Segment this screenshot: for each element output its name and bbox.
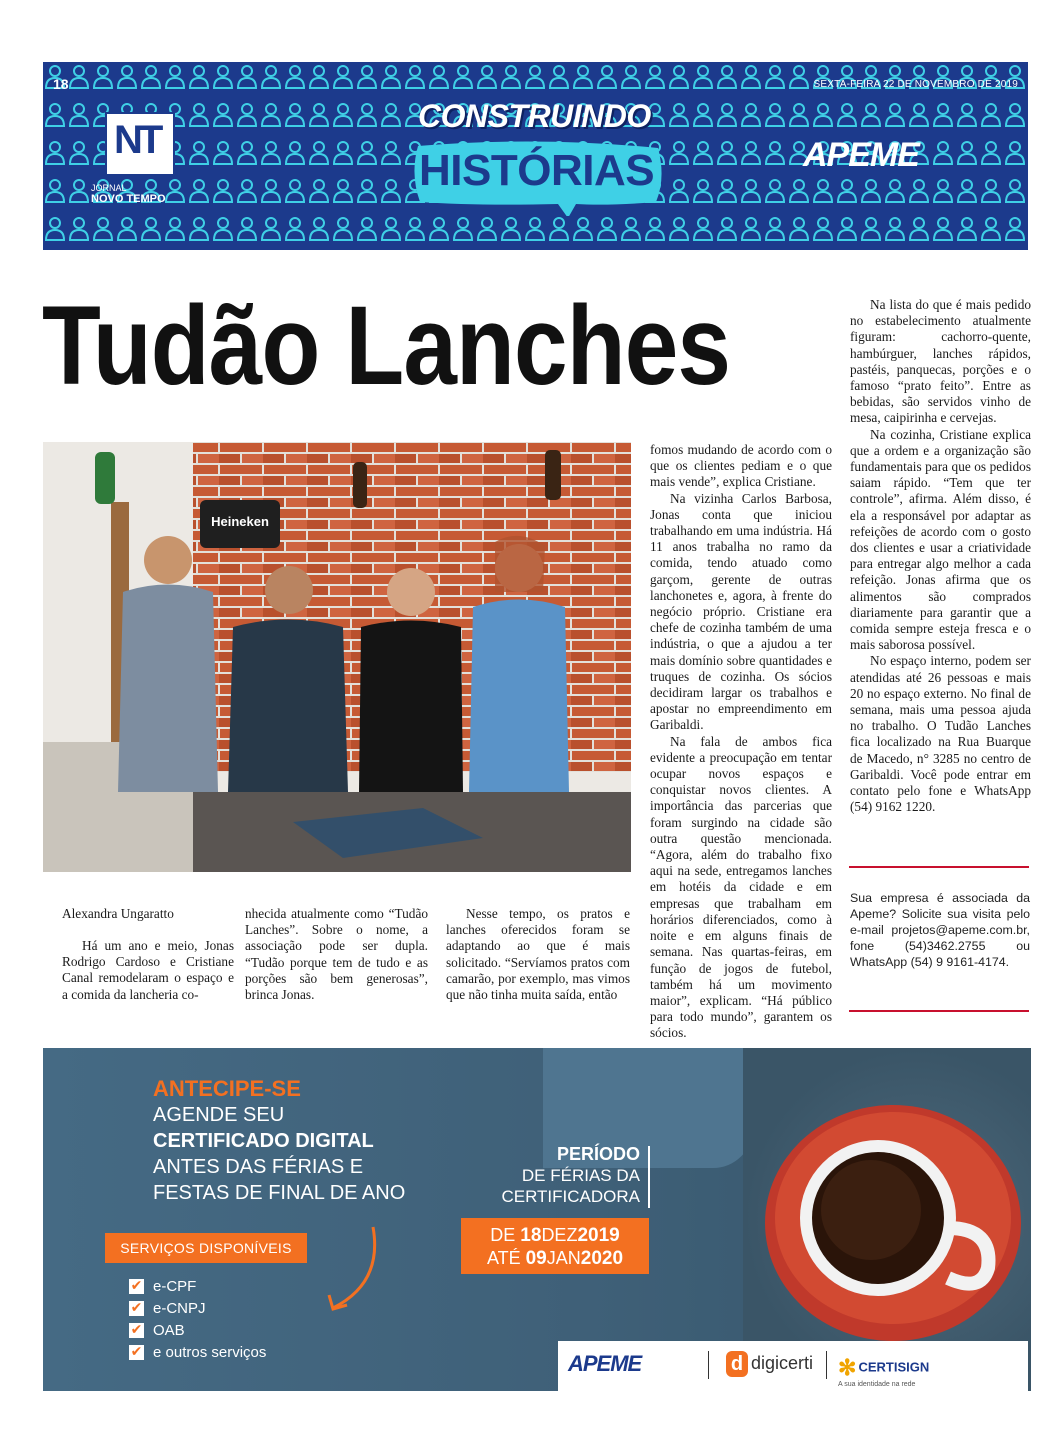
sponsor-logos-bar [558, 1341, 1028, 1391]
paragraph: Nesse tempo, os pratos e lanches oferecidos foram se adaptando ao que é mais solicitado. “Servíamos pratos com camarão, por exemplo, mas vimos que não tinha muita saída, então [446, 906, 630, 1003]
apeme-logo: APEME [803, 136, 919, 174]
certisign-star-icon: ✻ [838, 1355, 857, 1380]
article-photo [43, 442, 631, 872]
sidebar-top-rule [849, 866, 1029, 868]
services-list [129, 1276, 266, 1364]
service-item: ✔ e-CPF [130, 1278, 197, 1295]
apeme-contact-box: Sua empresa é associada da Apeme? Solicite sua visita pelo e-mail projetos@apeme.com.br, fone (54)3462.2755 ou WhatsApp (54) 9 9161-4174. [850, 891, 1030, 969]
ad-line-5: FESTAS DE FINAL DE ANO [153, 1182, 406, 1204]
article-column-1 [62, 938, 234, 1003]
ad-headline: ANTECIPE-SE [153, 1076, 301, 1101]
article-byline: Alexandra Ungaratto [62, 906, 174, 921]
ad-line-4: ANTES DAS FÉRIAS E [153, 1156, 364, 1178]
paragraph: Na lista do que é mais pedido no estabelecimento atualmente figuram: cachorro-quente, hambúrguer, lanches rápidos, pastéis, panquecas, porções e o famoso “prato feito”. Entre as bebidas, são servidos vinho de mesa, caipirinha e cervejas. [850, 297, 1031, 426]
section-title-line1: CONSTRUINDO [418, 98, 651, 134]
period-title: PERÍODO [556, 1144, 640, 1164]
service-item: ✔ e outros serviços [130, 1344, 267, 1361]
period-dates: DE 18DEZ2019 ATÉ 09JAN2020 [461, 1218, 649, 1274]
section-header-banner [43, 62, 1028, 250]
newspaper-name-main: NOVO TEMPO [91, 193, 166, 205]
service-item: ✔ OAB [130, 1322, 185, 1339]
services-label: SERVIÇOS DISPONÍVEIS [105, 1233, 307, 1263]
heineken-sign-text: Heineken [211, 514, 269, 529]
period-divider [648, 1146, 650, 1208]
article-column-3 [446, 906, 630, 1003]
article-column-2 [245, 906, 428, 1003]
ad-line-3: CERTIFICADO DIGITAL [153, 1130, 374, 1152]
checkbox-icon: ✔ [130, 1278, 143, 1294]
certisign-logo: ✻ CERTISIGN A sua identidade na rede [838, 1355, 930, 1388]
paragraph: nhecida atualmente como “Tudão Lanches”. Sobre o nome, a associação pode ser dupla. “Tudão porque tem de tudo e as porções são bem generosas”, brinca Jonas. [245, 906, 428, 1003]
curved-arrow-icon [323, 1223, 383, 1318]
period-line-3: CERTIFICADORA [501, 1187, 640, 1206]
newspaper-logo-letters: NT [114, 118, 160, 162]
paragraph: No espaço interno, podem ser atendidas até 26 pessoas e mais 20 no espaço externo. No final de semana, mais uma pessoa ajuda no trabalho. O Tudão Lanches fica localizado na Rua Buarque de Macedo, n° 3285 no centro de Garibaldi. Você pode entrar em contato pelo fone e WhatsApp (54) 9162 1220. [850, 653, 1031, 815]
paragraph: fomos mudando de acordo com o que os clientes pediam e o que mais vende”, explica Cristiane. [650, 442, 832, 490]
article-column-5 [850, 297, 1031, 816]
service-item: ✔ e-CNPJ [130, 1300, 206, 1317]
certificado-digital-ad [43, 1048, 1031, 1391]
apeme-logo: APEME [568, 1351, 642, 1376]
logo-divider [708, 1351, 709, 1379]
article-column-4 [650, 442, 832, 1042]
newspaper-name [91, 184, 166, 205]
period-line-2: DE FÉRIAS DA [521, 1166, 640, 1185]
checkbox-icon: ✔ [130, 1344, 143, 1360]
photo-illustration [43, 442, 631, 872]
logo-divider [826, 1351, 827, 1379]
newspaper-name-small: JORNAL [91, 183, 127, 193]
ad-line-2: AGENDE SEU [153, 1104, 285, 1126]
edition-date: SEXTA-FEIRA 22 DE NOVEMBRO DE 2019 [813, 79, 1018, 90]
page-number: 18 [53, 76, 69, 92]
digicerti-logo: d digicerti [726, 1351, 813, 1377]
paragraph: Na cozinha, Cristiane explica que a ordem e a organização são fundamentais para que os pedidos saiam rápido. “Tem que ter controle”, afirma. Além disso, é ela a responsável por adaptar as refeições de acordo com o gosto dos clientes e usar a criatividade para entregar algo melhor a cada refeição. Jonas afirma que os alimentos são comprados diariamente para garantir que a comida sempre esteja fresca e o mais saborosa possível. [850, 426, 1031, 653]
newspaper-logo [105, 112, 177, 184]
checkbox-icon: ✔ [130, 1322, 143, 1338]
section-title-line2: HISTÓRIAS [419, 146, 655, 195]
digicerti-icon: d [726, 1351, 748, 1377]
coffee-cup-illustration [753, 1078, 1023, 1358]
period-title-block [495, 1144, 640, 1207]
paragraph: Na fala de ambos fica evidente a preocupação em tentar ocupar novos espaços e conquistar novos clientes. A importância das parcerias que foram surgindo na cidade são outra questão mencionada. “Agora, além do trabalho fixo aqui na sede, entregamos lanches em hotéis da cidade e em empresas que trabalham em horários diferenciados, como à noite e em alguns finais de semana. Nas quartas-feiras, em função de jogos de futebol, também há um movimento maior”, explicam. “Há público para todo mundo”, garantem os sócios. [650, 733, 832, 1041]
paragraph: Há um ano e meio, Jonas Rodrigo Cardoso e Cristiane Canal remodelaram o espaço e a comida da lancheria co- [62, 938, 234, 1002]
paragraph: Na vizinha Carlos Barbosa, Jonas conta que iniciou trabalhando em uma indústria. Há 11 anos trabalha no ramo da comida, tendo atuado como garçom, gerente de outras lanchonetes e, agora, à frente do negócio próprio. Cristiane era chefe de cozinha também de uma indústria, o que a ajudou a ter mais domínio sobre quantidades e truques de cozinha. Os sócios decidiram largar os trabalhos e apostar no empreendimento em Garibaldi. [650, 490, 832, 733]
sidebar-bottom-rule [849, 1010, 1029, 1012]
checkbox-icon: ✔ [130, 1300, 143, 1316]
article-headline: Tudão Lanches [42, 283, 731, 408]
